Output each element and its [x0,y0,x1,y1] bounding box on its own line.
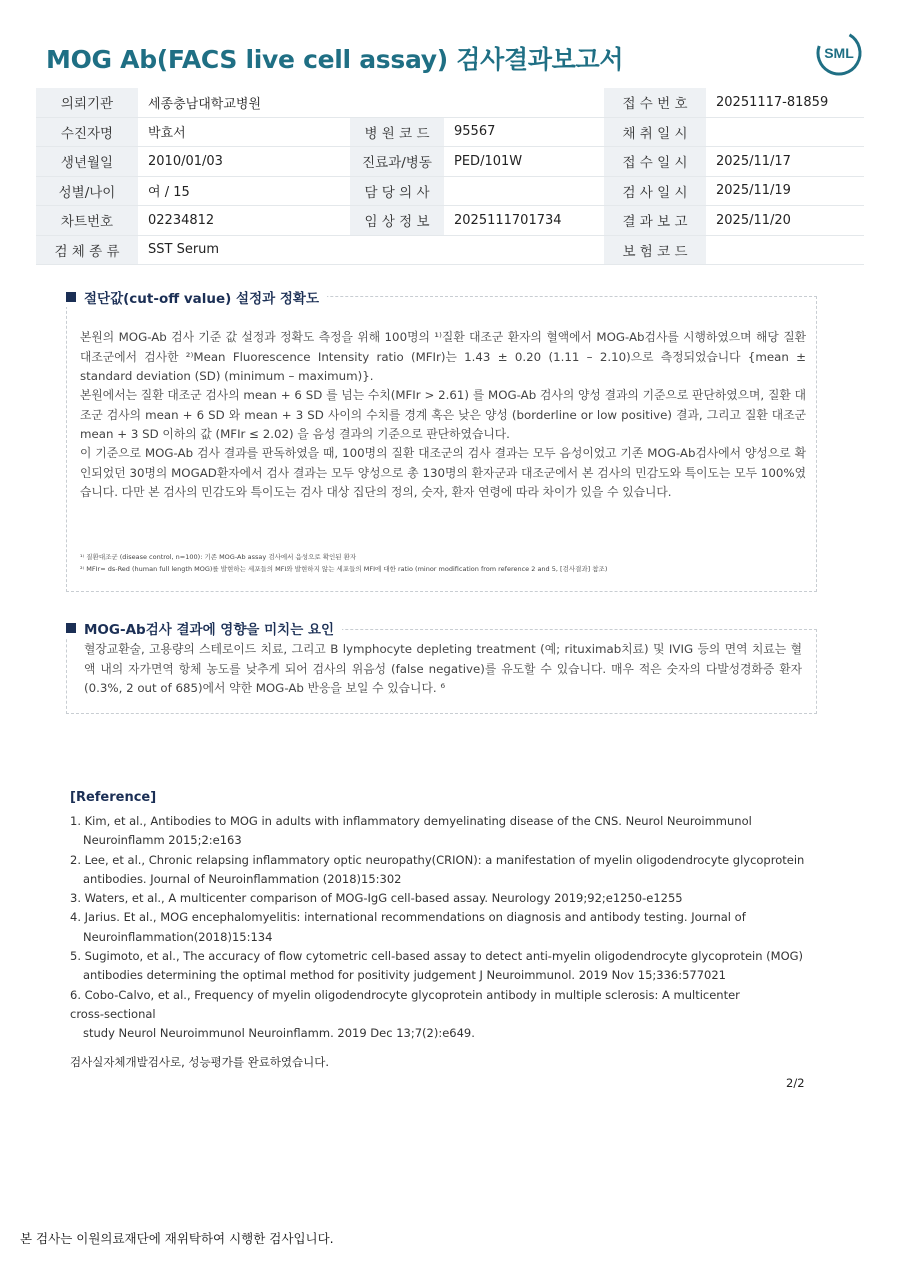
sml-logo [814,28,864,78]
reference-line: Neuroinflammation(2018)15:134 [83,929,273,944]
info-label: 접 수 일 시 [604,147,706,177]
reference-line: antibodies determining the optimal method for positivity judgement J Neuroimmunol. 2019 Nov 15;336:577021 [83,968,726,983]
info-label: 접 수 번 호 [604,88,706,117]
square-bullet-icon [66,623,76,633]
patient-info-table [36,88,864,265]
info-value: 2025/11/19 [706,176,864,206]
info-value: 박효서 [138,117,350,147]
info-row [36,176,864,206]
info-value: 2025/11/20 [706,206,864,236]
cutoff-paragraph-2: 본원에서는 질환 대조군 검사의 mean + 6 SD 를 넘는 수치(MFIr > 2.61) 를 MOG-Ab 검사의 양성 결과의 기준으로 판단하였으며, 질환 대조군 검사의 mean + 6 SD 와 mean + 3 SD 사이의 수치를 경계 혹은 낮은 양성 (borderline or low positive) 결과, 그리고 질환 대조군 mean + 3 SD 이하의 값 (MFIr ≤ 2.02) 을 음성 결과의 기준으로 판단하였습니다. [80,388,806,441]
info-label: 결 과 보 고 [604,206,706,236]
info-label: 검 사 일 시 [604,176,706,206]
reference-line: study Neurol Neuroimmunol Neuroinflamm. 2019 Dec 13;7(2):e649. [83,1026,475,1041]
info-label: 차트번호 [36,206,138,236]
info-value: 95567 [444,117,604,147]
reference-line: cross-sectional [70,1006,156,1021]
info-label: 생년월일 [36,147,138,177]
info-row [36,206,864,236]
info-row [36,117,864,147]
info-value [706,235,864,265]
info-label: 성별/나이 [36,176,138,206]
info-label: 검 체 종 류 [36,235,138,265]
reference-line: 4. Jarius. Et al., MOG encephalomyelitis: international recommendations on diagnosis and antibody testing. Journal of [70,910,746,925]
footnote-2: ²⁾ MFIr= ds-Red (human full length MOG)를 발현하는 세포들의 MFI와 발현하지 않는 세포들의 MFI에 대한 ratio (minor modification from reference 2 and 5, [검사결과] 참조) [80,565,608,573]
reference-line: 2. Lee, et al., Chronic relapsing inflammatory optic neuropathy(CRION): a manifestation of myelin oligodendrocyte glycoprotein [70,852,805,867]
info-value: 2025111701734 [444,206,604,236]
info-label: 담 당 의 사 [350,176,444,206]
reference-line: 5. Sugimoto, et al., The accuracy of flow cytometric cell-based assay to detect anti-myelin oligodendrocyte glycoprotein (MOG) [70,949,804,964]
info-label: 진료과/병동 [350,147,444,177]
section-factors-heading: MOG-Ab검사 결과에 영향을 미치는 요인 [66,618,342,638]
info-row [36,88,864,117]
reference-line: 6. Cobo-Calvo, et al., Frequency of myelin oligodendrocyte glycoprotein antibody in multiple sclerosis: A multicenter [70,987,740,1002]
info-value: 세종충남대학교병원 [138,88,604,117]
reference-line: antibodies. Journal of Neuroinflammation (2018)15:302 [83,871,402,886]
section-cutoff-heading: 절단값(cut-off value) 설정과 정확도 [66,287,327,307]
info-value: 여 / 15 [138,176,350,206]
info-value: 2010/01/03 [138,147,350,177]
reference-line: 3. Waters, et al., A multicenter comparison of MOG-IgG cell-based assay. Neurology 2019;92;e1250-e1255 [70,891,683,906]
info-label: 수진자명 [36,117,138,147]
info-value: 20251117-81859 [706,88,864,117]
reference-title: [Reference] [70,790,157,805]
factors-paragraph: 혈장교환술, 고용량의 스테로이드 치료, 그리고 B lymphocyte depleting treatment (예; rituximab치료) 및 IVIG 등의 면역 치료는 혈액 내의 자가면역 항체 농도를 낮추게 되어 검사의 위음성 (false negative)를 유도할 수 있습니다. 매우 적은 숫자의 다발성경화증 환자 (0.3%, 2 out of 685)에서 약한 MOG-Ab 반응을 보일 수 있습니다. ⁶ [84,642,802,695]
footnote-1: ¹⁾ 질환대조군 (disease control, n=100): 기존 MOG-Ab assay 검사에서 음성으로 확인된 환자 [80,553,357,561]
info-value: 02234812 [138,206,350,236]
cutoff-paragraph-3: 이 기준으로 MOG-Ab 검사 결과를 판독하였을 때, 100명의 질환 대조군의 검사 결과는 모두 음성이었고 기존 MOG-Ab검사에서 양성으로 확인되었던 30명의 MOGAD환자에서 검사 결과는 모두 양성으로 총 130명의 환자군과 대조군에서 본 검사의 민감도와 특이도는 모두 100%였습니다. 다만 본 검사의 민감도와 특이도는 검사 대상 집단의 정의, 숫자, 환자 연령에 따라 차이가 있을 수 있습니다. [80,446,806,499]
info-value: PED/101W [444,147,604,177]
info-value [706,117,864,147]
info-value [444,176,604,206]
info-label: 병 원 코 드 [350,117,444,147]
info-label: 임 상 정 보 [350,206,444,236]
info-label: 의뢰기관 [36,88,138,117]
info-row [36,235,864,265]
validation-note: 검사실자체개발검사로, 성능평가를 완료하였습니다. [70,1055,330,1069]
report-title: MOG Ab(FACS live cell assay) 검사결과보고서 [46,45,624,74]
square-bullet-icon [66,292,76,302]
info-label: 채 취 일 시 [604,117,706,147]
footer-note: 본 검사는 이원의료재단에 재위탁하여 시행한 검사입니다. [20,1231,334,1246]
reference-line: 1. Kim, et al., Antibodies to MOG in adults with inflammatory demyelinating disease of the CNS. Neurol Neuroimmunol [70,814,752,828]
reference-line: Neuroinflamm 2015;2:e163 [83,833,242,848]
svg-text:SML: SML [824,45,854,61]
page-number: 2/2 [786,1076,805,1090]
info-label: 보 험 코 드 [604,235,706,265]
reference-list [70,812,810,1044]
info-value: 2025/11/17 [706,147,864,177]
info-row [36,147,864,177]
cutoff-paragraph-1: 본원의 MOG-Ab 검사 기준 값 설정과 정확도 측정을 위해 100명의 ¹⁾질환 대조군 환자의 혈액에서 MOG-Ab검사를 시행하였으며 해당 질환 대조군에서 검사한 ²⁾Mean Fluorescence Intensity ratio (MFIr)는 1.43 ± 0.20 (1.11 – 2.10)으로 측정되었습니다 {mean ± standard deviation (SD) (minimum – maximum)}. [80,330,806,383]
info-value: SST Serum [138,235,604,265]
